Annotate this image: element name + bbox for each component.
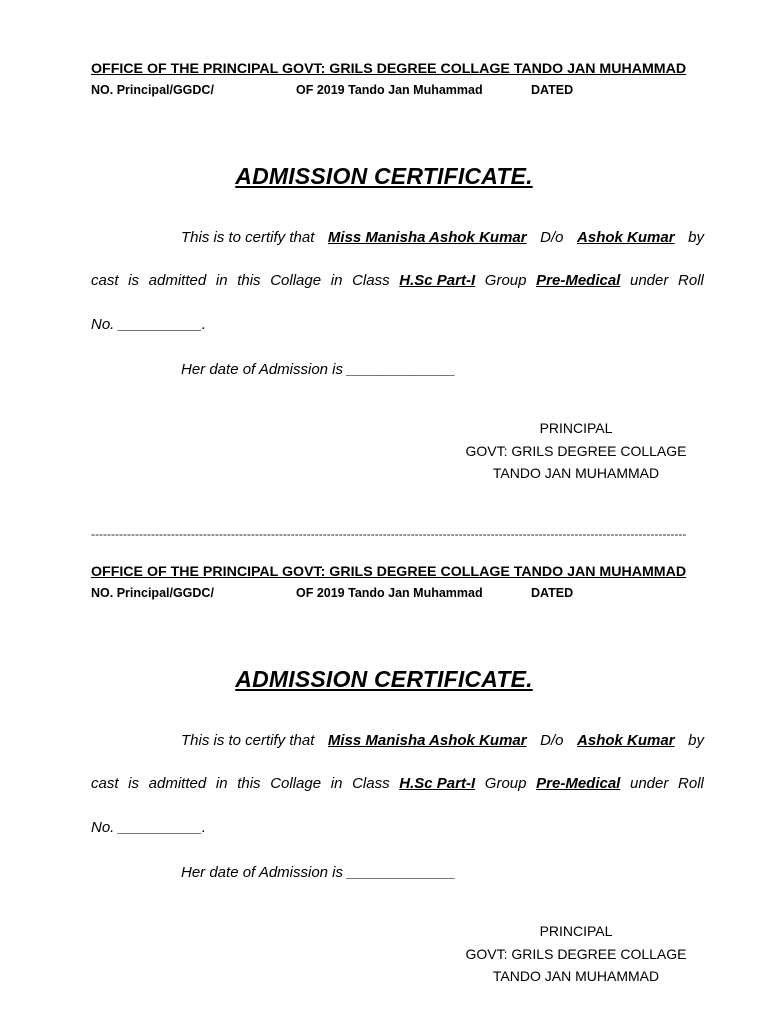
signature-location: TANDO JAN MUHAMMAD	[492, 465, 660, 481]
class-name: H.Sc Part-I	[399, 775, 476, 792]
reference-number: NO. Principal/GGDC/	[91, 586, 214, 600]
class-line	[91, 272, 704, 289]
class-line-word: in	[330, 775, 343, 792]
signature-institution: GOVT: GRILS DEGREE COLLAGE	[465, 443, 687, 459]
father-name: Ashok Kumar	[577, 732, 675, 749]
class-line-word: Roll	[678, 775, 704, 792]
certify-end: by	[688, 229, 704, 246]
roll-number-line: No. __________.	[91, 316, 207, 333]
admission-certificate-2	[0, 503, 768, 1003]
class-line-word: in	[215, 272, 228, 289]
class-line-word: Class	[352, 272, 390, 289]
reference-row	[91, 586, 711, 604]
class-line	[91, 775, 704, 792]
group-name: Pre-Medical	[536, 775, 621, 792]
signature-designation: PRINCIPAL	[539, 923, 613, 939]
signature-location: TANDO JAN MUHAMMAD	[492, 968, 660, 984]
certify-w1: This is to certify that	[181, 229, 315, 246]
reference-dated: DATED	[531, 586, 574, 600]
signature-designation: PRINCIPAL	[539, 420, 613, 436]
certify-w1: This is to certify that	[181, 732, 315, 749]
reference-row	[91, 83, 711, 101]
class-line-word: cast	[91, 775, 119, 792]
student-name: Miss Manisha Ashok Kumar	[327, 732, 527, 749]
class-line-word: admitted	[148, 272, 207, 289]
admission-date-line: Her date of Admission is _____________	[181, 864, 456, 881]
reference-dated: DATED	[531, 83, 574, 97]
class-line-word: this	[237, 775, 261, 792]
certify-line	[181, 732, 704, 749]
admission-date-line: Her date of Admission is _____________	[181, 361, 456, 378]
class-line-word: Roll	[678, 272, 704, 289]
class-line-word: cast	[91, 272, 119, 289]
student-name: Miss Manisha Ashok Kumar	[327, 229, 527, 246]
office-heading: OFFICE OF THE PRINCIPAL GOVT: GRILS DEGREE COLLAGE TANDO JAN MUHAMMAD	[91, 61, 687, 77]
class-line-word: is	[128, 775, 140, 792]
relation: D/o	[540, 732, 564, 749]
class-line-word: admitted	[148, 775, 207, 792]
roll-number-line: No. __________.	[91, 819, 207, 836]
reference-year-place: OF 2019 Tando Jan Muhammad	[296, 83, 483, 97]
class-line-word: this	[237, 272, 261, 289]
admission-certificate-1	[0, 0, 768, 500]
class-line-word: in	[330, 272, 343, 289]
class-line-word: Collage	[270, 272, 322, 289]
certificate-title: ADMISSION CERTIFICATE.	[235, 163, 533, 189]
relation: D/o	[540, 229, 564, 246]
reference-year-place: OF 2019 Tando Jan Muhammad	[296, 586, 483, 600]
group-label: Group	[484, 775, 527, 792]
group-name: Pre-Medical	[536, 272, 621, 289]
signature-institution: GOVT: GRILS DEGREE COLLAGE	[465, 946, 687, 962]
class-line-word: under	[630, 272, 669, 289]
class-line-word: under	[630, 775, 669, 792]
office-heading: OFFICE OF THE PRINCIPAL GOVT: GRILS DEGREE COLLAGE TANDO JAN MUHAMMAD	[91, 564, 687, 580]
class-line-word: Collage	[270, 775, 322, 792]
class-name: H.Sc Part-I	[399, 272, 476, 289]
certify-line	[181, 229, 704, 246]
certificate-title: ADMISSION CERTIFICATE.	[235, 666, 533, 692]
class-line-word: in	[215, 775, 228, 792]
certify-end: by	[688, 732, 704, 749]
class-line-word: Class	[352, 775, 390, 792]
cut-line-separator: -----------------------------------------------------------------------------------------------------------------------------------------------------	[91, 527, 687, 541]
reference-number: NO. Principal/GGDC/	[91, 83, 214, 97]
class-line-word: is	[128, 272, 140, 289]
group-label: Group	[484, 272, 527, 289]
father-name: Ashok Kumar	[577, 229, 675, 246]
